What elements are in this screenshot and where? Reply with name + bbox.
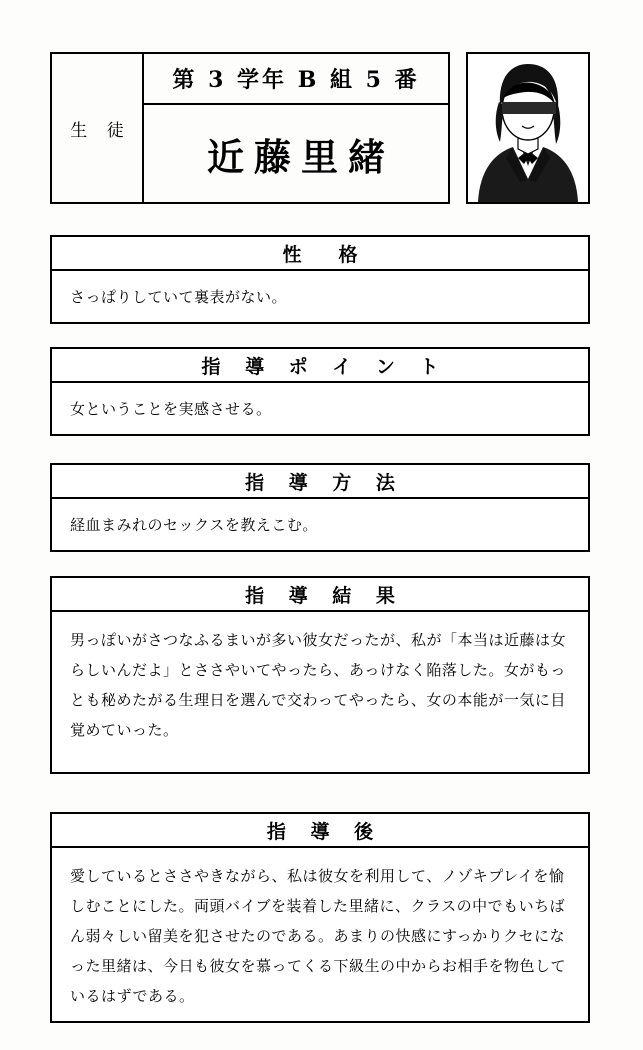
section-guidance-result <box>50 576 590 774</box>
section-guidance-method-body <box>52 499 588 550</box>
student-label: 生 徒 <box>70 120 131 141</box>
student-portrait <box>466 52 590 204</box>
section-guidance-result-body <box>52 612 588 772</box>
student-info <box>144 54 448 202</box>
section-guidance-method-text: 経血まみれのセックスを教えこむ。 <box>70 516 318 534</box>
section-guidance-method <box>50 463 590 552</box>
section-guidance-point-title: 指 導 ポ イ ン ト <box>52 349 588 383</box>
section-guidance-method-title: 指 導 方 法 <box>52 465 588 499</box>
student-label-cell <box>52 54 144 202</box>
section-after-guidance-text: 愛しているとささやきながら、私は彼女を利用して、ノゾキプレイを愉しむことにした。両頭バイブを装着した里緒に、クラスの中でもいちばん弱々しい留美を犯させたのである。あまりの快感にすっかりクセになった里緒は、今日も彼女を慕ってくる下級生の中からお相手を物色しているはずである。 <box>70 867 567 1005</box>
section-guidance-result-title: 指 導 結 果 <box>52 578 588 612</box>
section-after-guidance-body <box>52 848 588 1021</box>
section-guidance-point-text: 女ということを実感させる。 <box>70 400 272 418</box>
student-name: 近藤里緒 <box>207 134 395 179</box>
section-personality-title: 性 格 <box>52 237 588 271</box>
student-class: 第 3 学年 B 組 5 番 <box>144 54 448 105</box>
section-after-guidance-title: 指 導 後 <box>52 814 588 848</box>
portrait-illustration <box>468 54 588 202</box>
section-personality-text: さっぱりしていて裏表がない。 <box>70 288 288 306</box>
student-header <box>50 52 450 204</box>
section-personality-body <box>52 271 588 322</box>
section-guidance-point-body <box>52 383 588 434</box>
section-personality <box>50 235 590 324</box>
section-guidance-point <box>50 347 590 436</box>
section-guidance-result-text: 男っぽいがさつなふるまいが多い彼女だったが、私が「本当は近藤は女らしいんだよ」とささやいてやったら、あっけなく陥落した。女がもっとも秘めたがる生理日を選んで交わってやったら、女の本能が一気に目覚めていった。 <box>70 631 567 739</box>
section-after-guidance <box>50 812 590 1023</box>
